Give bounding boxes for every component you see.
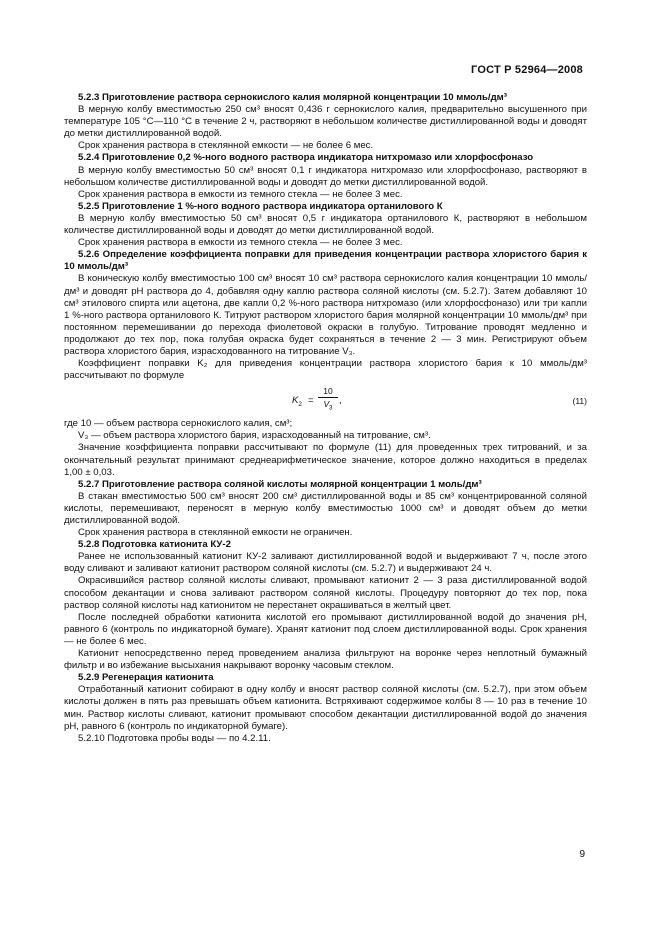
section-heading: 5.2.7 Приготовление раствора соляной кислоты молярной концентрации 1 моль/дм³ xyxy=(78,478,482,490)
formula-number: (11) xyxy=(572,396,587,407)
paragraph: Срок хранения раствора в стеклянной емкости не ограничен. xyxy=(78,527,353,539)
paragraph: В стакан вместимостью 500 см³ вносят 200 см³ дистиллированной воды и 85 см³ концентрированной соляной кислоты, перемешивают, переносят в мерную колбу вместимостью 1000 см³ и доводят объем до метки дистиллированной водой. xyxy=(64,490,587,526)
paragraph: Коэффициент поправки K₂ для приведения концентрации раствора хлористого бария к 10 ммоль/дм³ рассчитывают по формуле xyxy=(64,358,587,382)
page-number: 9 xyxy=(579,849,585,860)
paragraph: Значение коэффициента поправки рассчитывают по формуле (11) для проведенных трех титрований, и за окончательный результат принимают среднеарифметическое значение, которое должно находиться в пределах 1,00 ± 0,03. xyxy=(64,442,587,478)
paragraph: Отработанный катионит собирают в одну колбу и вносят раствор соляной кислоты (см. 5.2.7), при этом объем кислоты должен в пять раз превышать объем катионита. Встряхивают содержимое колбы 8 — 10 раз в течение 10 мин. Раствор кислоты сливают, катионит промывают способом декантации дистиллированной водой до значения pH, равного 6 (контроль по индикаторной бумаге). xyxy=(64,684,587,732)
paragraph: В мерную колбу вместимостью 50 см³ вносят 0,5 г индикатора ортанилового К, растворяют в небольшом количестве дистиллированной воды и доводят до метки дистиллированной водой. xyxy=(64,212,587,237)
paragraph: Ранее не использованный катионит КУ-2 заливают дистиллированной водой и выдерживают 7 ч, после этого воду сливают и заливают катионит раствором соляной кислоты (см. 5.2.7) и выдерживают 24 ч. xyxy=(64,551,587,575)
formula-denominator: $V_3$ xyxy=(323,399,333,412)
section-heading: 5.2.6 Определение коэффициента поправки для приведения концентрации раствора хлористого бария к 10 ммоль/дм³ xyxy=(64,249,587,273)
paragraph: В мерную колбу вместимостью 250 см³ вносят 0,436 г сернокислого калия, предварительно высушенного при температуре 105 °С—110 °С в течение 2 ч, растворяют в небольшом количестве дистиллированной воды и доводят до метки дистиллированной водой. xyxy=(64,104,587,140)
paragraph: Катионит непосредственно перед проведением анализа фильтруют на воронке через неплотный бумажный фильтр и во избежание высыхания накрывают воронку часовым стеклом. xyxy=(64,648,587,672)
formula-lhs: $K_2$ xyxy=(292,395,303,409)
paragraph: Срок хранения раствора в стеклянной емкости — не более 6 мес. xyxy=(78,140,374,152)
paragraph: В мерную колбу вместимостью 50 см³ вносят 0,1 г индикатора нитхромазо или хлорфосфоназо, растворяют в небольшом количестве дистиллированной воды и доводят до метки дистиллированной водой. xyxy=(64,164,587,188)
section-heading: 5.2.8 Подготовка катионита КУ-2 xyxy=(78,539,231,551)
section-heading: 5.2.5 Приготовление 1 %-ного водного раствора индикатора ортанилового К xyxy=(78,200,443,212)
paragraph: где 10 — объем раствора сернокислого калия, см³; xyxy=(64,418,293,430)
paragraph: 5.2.10 Подготовка пробы воды — по 4.2.11. xyxy=(78,732,271,744)
document-header: ГОСТ Р 52964—2008 xyxy=(471,64,583,76)
paragraph: V₃ — объем раствора хлористого бария, израсходованный на титрование, см³. xyxy=(78,430,431,442)
paragraph: Срок хранения раствора в емкости из темного стекла — не более 3 мес. xyxy=(78,188,403,200)
formula-11: $K_2$ = $\frac{10}{V_3}$ , (11) xyxy=(292,386,587,412)
paragraph: После последней обработки катионита кислотой его промывают дистиллированной водой до значения pH, равного 6 (контроль по индикаторной бумаге). Хранят катионит под слоем дистиллированной воды. Срок хранения — не более 6 мес. xyxy=(64,611,587,647)
paragraph: Срок хранения раствора в емкости из темного стекла — не более 3 мес. xyxy=(78,237,403,249)
section-heading: 5.2.3 Приготовление раствора сернокислого калия молярной концентрации 10 ммоль/дм³ xyxy=(78,92,507,103)
section-heading: 5.2.9 Регенерация катионита xyxy=(78,672,214,684)
paragraph: Окрасившийся раствор соляной кислоты сливают, промывают катионит 2 — 3 раза дистиллированной водой способом декантации и снова заливают раствором соляной кислоты. Процедуру повторяют до тех пор, пока раствор соляной кислоты над катионитом не перестанет окрашиваться в желтый цвет. xyxy=(64,575,587,611)
paragraph: В коническую колбу вместимостью 100 см³ вносят 10 см³ раствора сернокислого калия концентрации 10 ммоль/дм³ и доводят pH раствора до 4, добавляя одну каплю раствора соляной кислоты (см. 5.2.7). Затем добавляют 10 см³ этилового спирта или ацетона, две капли 0,2 %-ного раствора нитхромазо (или хлорфосфоназо) или три капли 1 %-ного раствора ортанилового К. Титруют раствором хлористого бария молярной концентрации 10 ммоль/дм³ при постоянном перемешивании до перехода фиолетовой окраски в голубую. Титрование проводят медленно и продолжают до тех пор, пока голубая окраска будет сохраняться в течение 2 — 3 мин. Регистрируют объем раствора хлористого бария, израсходованного на титрование V₃. xyxy=(64,273,587,357)
section-heading: 5.2.4 Приготовление 0,2 %-ного водного раствора индикатора нитхромазо или хлорфосфоназо xyxy=(78,152,534,164)
document-body xyxy=(64,92,587,745)
formula-numerator: 10 xyxy=(318,386,338,398)
formula-equals: = xyxy=(308,395,314,407)
formula-fraction xyxy=(318,386,338,410)
